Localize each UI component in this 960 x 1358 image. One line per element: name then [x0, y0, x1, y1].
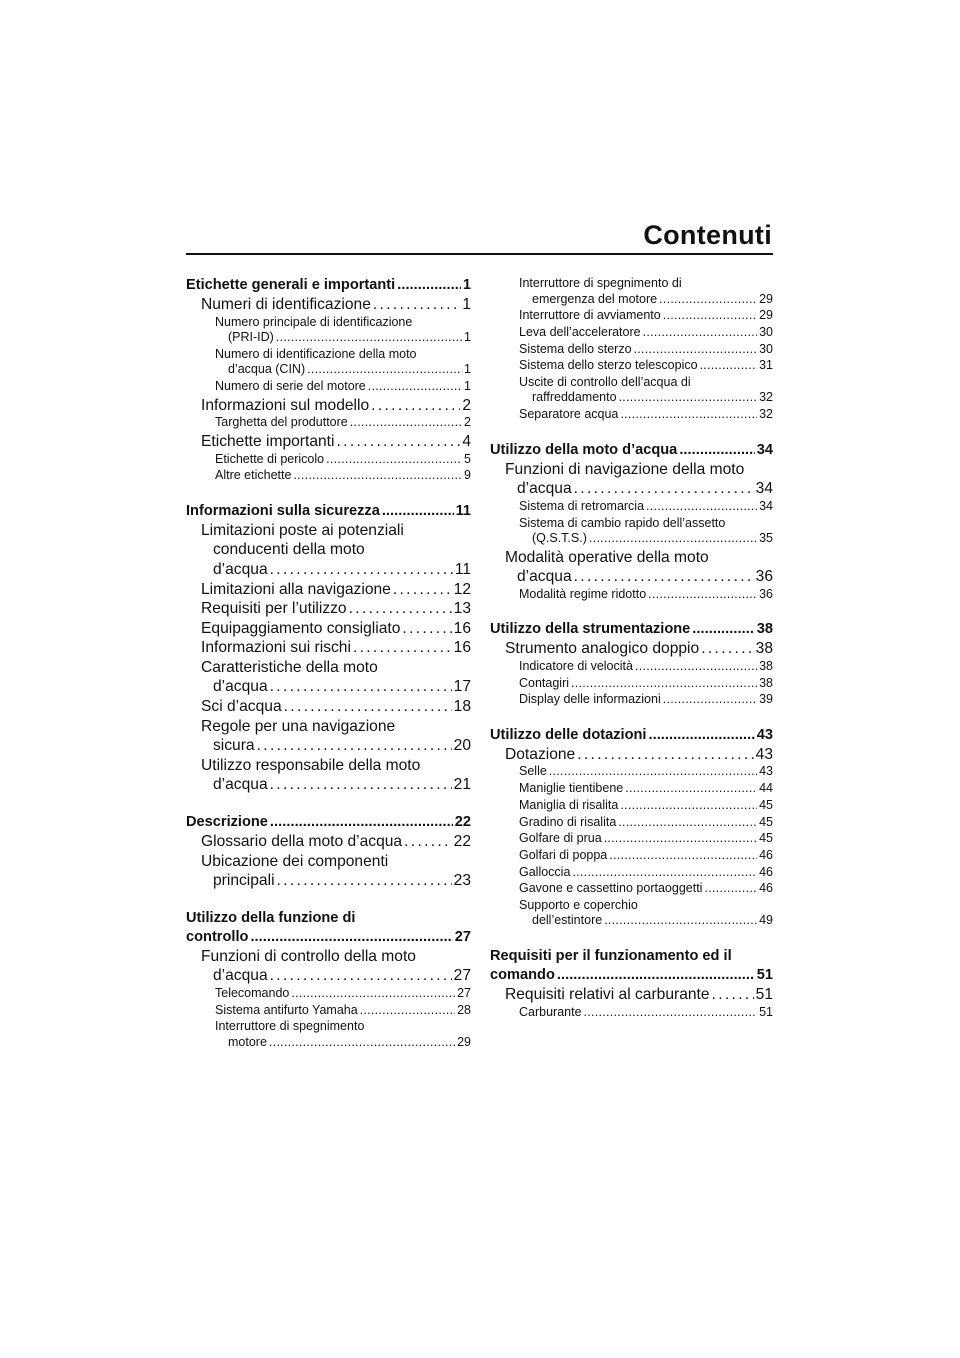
toc-entry-label: motore — [228, 1034, 267, 1049]
toc-right-column — [490, 276, 773, 1021]
toc-page-number: 21 — [453, 776, 471, 794]
toc-page-number: 39 — [759, 692, 773, 707]
toc-page-number: 31 — [759, 358, 773, 373]
toc-entry[interactable] — [490, 865, 773, 881]
toc-entry-label: Informazioni sulla sicurezza — [186, 502, 380, 519]
toc-entry[interactable] — [186, 315, 471, 346]
dot-leader — [549, 764, 757, 780]
dot-leader — [646, 499, 757, 515]
toc-entry-label: Separatore acqua — [519, 407, 619, 422]
toc-entry-label: d’acqua — [213, 560, 268, 578]
toc-entry-label: principali — [213, 872, 275, 890]
toc-entry[interactable] — [490, 1005, 773, 1021]
toc-page-number: 22 — [454, 814, 471, 831]
page-title: Contenuti — [643, 220, 772, 250]
dot-leader — [270, 560, 453, 580]
toc-page-number: 13 — [453, 600, 471, 618]
dot-leader — [269, 1035, 455, 1051]
toc-page-number: 46 — [759, 881, 773, 896]
dot-leader — [619, 390, 758, 406]
toc-entry-label: Limitazioni poste ai potenziali — [201, 521, 404, 539]
toc-page-number: 27 — [454, 928, 471, 945]
dot-leader — [557, 966, 755, 985]
toc-page-number: 18 — [453, 698, 471, 716]
toc-page-number: 34 — [755, 480, 773, 498]
toc-entry[interactable] — [186, 502, 471, 521]
dot-leader — [402, 619, 451, 639]
toc-page-number: 9 — [464, 468, 471, 483]
toc-entry-label: Sistema dello sterzo — [519, 341, 632, 356]
toc-entry[interactable] — [186, 947, 471, 986]
dot-leader — [270, 966, 452, 986]
dot-leader — [571, 676, 757, 692]
toc-entry[interactable] — [186, 468, 471, 484]
toc-entry-label: Leva dell’acceleratore — [519, 324, 641, 339]
toc-page-number: 1 — [464, 378, 471, 393]
toc-page-number: 29 — [759, 308, 773, 323]
toc-entry[interactable] — [490, 375, 773, 406]
toc-entry-label: Etichette di pericolo — [215, 451, 325, 466]
toc-page-number: 49 — [759, 913, 773, 928]
toc-entry-label: Gradino di risalita — [519, 814, 617, 829]
toc-entry-label: (PRI-ID) — [228, 330, 274, 345]
dot-leader — [712, 985, 754, 1005]
toc-entry-label: Sistema di cambio rapido dell’assetto — [519, 515, 726, 530]
toc-entry-label: Carburante — [519, 1004, 582, 1019]
toc-entry[interactable] — [490, 548, 773, 587]
toc-entry[interactable] — [490, 764, 773, 780]
toc-entry-label: d’acqua — [213, 678, 268, 696]
toc-page-number: 4 — [462, 432, 471, 450]
toc-entry-label: Strumento analogico doppio — [505, 640, 700, 658]
dot-leader — [704, 881, 757, 897]
toc-entry-label: Sistema dello sterzo telescopico — [519, 358, 698, 373]
toc-entry[interactable] — [186, 813, 471, 832]
dot-leader — [276, 330, 462, 346]
toc-entry-label: Limitazioni alla navigazione — [201, 580, 391, 598]
toc-entry-label: Display delle informazioni — [519, 692, 661, 707]
toc-entry[interactable] — [186, 295, 471, 315]
toc-entry-label: d’acqua — [213, 967, 268, 985]
toc-page-number: 11 — [454, 560, 471, 578]
toc-entry[interactable] — [490, 358, 773, 374]
dot-leader — [648, 587, 757, 603]
dot-leader — [371, 396, 460, 416]
toc-entry[interactable] — [490, 620, 773, 639]
toc-entry[interactable] — [186, 1003, 471, 1019]
toc-entry[interactable] — [186, 580, 471, 600]
toc-entry[interactable] — [490, 639, 773, 659]
toc-entry-label: Utilizzo della strumentazione — [490, 621, 691, 638]
toc-entry[interactable] — [490, 947, 773, 985]
toc-entry[interactable] — [490, 499, 773, 515]
dot-leader — [589, 531, 757, 547]
toc-entry-label: conducenti della moto — [213, 541, 365, 559]
toc-page-number: 1 — [464, 362, 471, 377]
dot-leader — [293, 468, 462, 484]
toc-entry-label: Utilizzo delle dotazioni — [490, 726, 647, 743]
toc-page-number: 5 — [464, 451, 471, 466]
dot-leader — [572, 865, 757, 881]
toc-entry[interactable] — [490, 460, 773, 499]
toc-entry-label: emergenza del motore — [532, 291, 658, 306]
toc-entry[interactable] — [490, 815, 773, 831]
dot-leader — [701, 639, 753, 659]
toc-entry[interactable] — [186, 638, 471, 658]
toc-entry-label: Sci d’acqua — [201, 698, 282, 716]
toc-page-number: 32 — [759, 390, 773, 405]
dot-leader — [663, 308, 757, 324]
toc-page-number: 2 — [464, 415, 471, 430]
dot-leader — [277, 871, 452, 891]
toc-entry[interactable] — [186, 599, 471, 619]
title-divider — [186, 253, 773, 255]
toc-page-number: 20 — [453, 737, 471, 755]
dot-leader — [270, 813, 453, 832]
toc-entry-label: Targhetta del produttore — [215, 415, 348, 430]
toc-entry[interactable] — [186, 658, 471, 697]
toc-entry[interactable] — [186, 452, 471, 468]
dot-leader — [625, 781, 757, 797]
dot-leader — [659, 292, 757, 308]
toc-entry[interactable] — [186, 909, 471, 947]
toc-page-number: 28 — [457, 1002, 471, 1017]
toc-page-number: 1 — [462, 296, 471, 313]
toc-page-number: 11 — [455, 502, 471, 519]
toc-page-number: 30 — [759, 324, 773, 339]
toc-page-number: 1 — [462, 277, 471, 293]
toc-entry[interactable] — [490, 325, 773, 341]
toc-entry[interactable] — [490, 848, 773, 864]
toc-page-number: 45 — [759, 831, 773, 846]
toc-entry-label: Equipaggiamento consigliato — [201, 619, 401, 637]
toc-entry[interactable] — [490, 659, 773, 675]
toc-page-number: 43 — [755, 745, 773, 763]
toc-page-number: 16 — [453, 619, 471, 637]
toc-entry-label: Interruttore di avviamento — [519, 308, 661, 323]
toc-entry[interactable] — [490, 881, 773, 897]
dot-leader — [350, 415, 462, 431]
toc-entry[interactable] — [186, 415, 471, 431]
toc-page-number: 38 — [756, 621, 773, 638]
dot-leader — [353, 638, 452, 658]
toc-entry-label: Requisiti per l’utilizzo — [201, 600, 347, 618]
toc-entry[interactable] — [490, 798, 773, 814]
toc-entry-label: Informazioni sui rischi — [201, 639, 351, 657]
toc-entry-label: Golfari di poppa — [519, 847, 608, 862]
dot-leader — [604, 831, 757, 847]
dot-leader — [620, 798, 757, 814]
toc-entry-label: Ubicazione dei componenti — [201, 852, 389, 870]
toc-page-number: 45 — [759, 797, 773, 812]
toc-entry-label: Selle — [519, 764, 547, 779]
toc-entry-label: Requisiti per il funzionamento ed il — [490, 947, 732, 964]
toc-entry-label: d’acqua — [213, 776, 268, 794]
toc-entry-label: Modalità regime ridotto — [519, 586, 647, 601]
toc-entry-label: Supporto e coperchio — [519, 897, 638, 912]
toc-entry-label: Numero principale di identificazione — [215, 314, 413, 329]
dot-leader — [393, 580, 452, 600]
toc-entry[interactable] — [186, 347, 471, 378]
toc-entry-label: Utilizzo responsabile della moto — [201, 756, 421, 774]
toc-page-number: 51 — [756, 966, 773, 983]
dot-leader — [618, 815, 757, 831]
toc-entry-label: Modalità operative della moto — [505, 548, 709, 566]
toc-entry[interactable] — [490, 726, 773, 745]
dot-leader — [648, 726, 754, 745]
dot-leader — [404, 832, 452, 852]
toc-page-number: 27 — [453, 967, 471, 985]
toc-entry-label: raffreddamento — [532, 390, 617, 405]
toc-entry-label: dell’estintore — [532, 913, 603, 928]
toc-entry[interactable] — [490, 342, 773, 358]
dot-leader — [368, 379, 462, 395]
dot-leader — [604, 913, 757, 929]
toc-entry[interactable] — [186, 697, 471, 717]
toc-entry[interactable] — [490, 516, 773, 547]
toc-entry-label: Funzioni di navigazione della moto — [505, 460, 745, 478]
toc-page-number: 38 — [759, 658, 773, 673]
toc-entry-label: Altre etichette — [215, 468, 292, 483]
toc-left-column — [186, 276, 471, 1052]
toc-page-number: 1 — [464, 330, 471, 345]
toc-page-number: 34 — [756, 441, 773, 458]
toc-entry-label: Descrizione — [186, 814, 268, 831]
toc-entry-label: Galloccia — [519, 864, 571, 879]
toc-entry-label: Sistema antifurto Yamaha — [215, 1002, 358, 1017]
toc-entry[interactable] — [490, 831, 773, 847]
toc-entry[interactable] — [186, 986, 471, 1002]
toc-entry[interactable] — [490, 692, 773, 708]
dot-leader — [250, 928, 452, 947]
toc-entry-label: Etichette importanti — [201, 432, 335, 450]
toc-entry-label: Indicatore di velocità — [519, 658, 633, 673]
toc-page-number: 22 — [453, 833, 471, 851]
toc-page-number: 34 — [759, 498, 773, 513]
toc-entry-label: Informazioni sul modello — [201, 396, 370, 414]
dot-leader — [257, 736, 452, 756]
toc-entry[interactable] — [186, 852, 471, 891]
toc-entry[interactable] — [186, 521, 471, 580]
toc-page-number: 46 — [759, 864, 773, 879]
toc-entry[interactable] — [186, 276, 471, 295]
dot-leader — [635, 659, 757, 675]
toc-page-number: 36 — [755, 568, 773, 586]
toc-entry-label: Dotazione — [505, 745, 576, 763]
toc-entry-label: Uscite di controllo dell’acqua di — [519, 374, 691, 389]
toc-entry-label: Maniglia di risalita — [519, 797, 619, 812]
toc-entry[interactable] — [186, 1019, 471, 1050]
toc-entry[interactable] — [490, 587, 773, 603]
toc-entry-label: Numero di serie del motore — [215, 378, 366, 393]
toc-entry[interactable] — [186, 832, 471, 852]
toc-entry-label: Funzioni di controllo della moto — [201, 947, 416, 965]
dot-leader — [397, 276, 461, 295]
toc-entry[interactable] — [186, 396, 471, 416]
toc-entry-label: Utilizzo della moto d’acqua — [490, 441, 678, 458]
toc-page-number: 43 — [756, 726, 773, 743]
dot-leader — [700, 358, 758, 374]
toc-entry-label: d’acqua — [517, 480, 572, 498]
dot-leader — [609, 848, 757, 864]
toc-entry[interactable] — [186, 619, 471, 639]
toc-page-number: 46 — [759, 847, 773, 862]
dot-leader — [382, 502, 454, 521]
toc-entry-label: sicura — [213, 737, 255, 755]
toc-page-number: 38 — [759, 675, 773, 690]
toc-entry-label: Sistema di retromarcia — [519, 498, 645, 513]
dot-leader — [349, 599, 452, 619]
dot-leader — [360, 1003, 455, 1019]
toc-entry-label: Numero di identificazione della moto — [215, 346, 417, 361]
toc-page-number: 29 — [457, 1034, 471, 1049]
toc-entry[interactable] — [490, 781, 773, 797]
toc-page-number: 45 — [759, 814, 773, 829]
toc-entry-label: Numeri di identificazione — [201, 296, 371, 313]
toc-entry-label: Etichette generali e importanti — [186, 277, 396, 293]
dot-leader — [577, 745, 753, 765]
dot-leader — [373, 295, 460, 315]
toc-entry-label: Maniglie tientibene — [519, 781, 624, 796]
toc-entry[interactable] — [490, 676, 773, 692]
toc-page-number: 38 — [755, 640, 773, 658]
toc-page-number: 43 — [759, 764, 773, 779]
dot-leader — [307, 362, 462, 378]
toc-page-number: 51 — [755, 985, 773, 1003]
dot-leader — [574, 567, 754, 587]
toc-page-number: 30 — [759, 341, 773, 356]
toc-entry-label: Telecomando — [215, 986, 290, 1000]
toc-entry[interactable] — [490, 745, 773, 765]
toc-entry-label: Glossario della moto d’acqua — [201, 833, 403, 851]
dot-leader — [692, 620, 754, 639]
toc-entry-label: Interruttore di spegnimento — [215, 1019, 365, 1034]
toc-entry-label: Golfare di prua — [519, 831, 602, 846]
toc-entry[interactable] — [490, 441, 773, 460]
toc-entry-label: comando — [490, 966, 555, 983]
dot-leader — [634, 342, 758, 358]
toc-page-number: 44 — [759, 781, 773, 796]
toc-page-number: 23 — [453, 872, 471, 890]
toc-entry[interactable] — [186, 379, 471, 395]
toc-entry[interactable] — [490, 985, 773, 1005]
toc-page-number: 36 — [759, 586, 773, 601]
dot-leader — [336, 432, 460, 452]
dot-leader — [643, 325, 757, 341]
dot-leader — [291, 986, 455, 1002]
toc-page-number: 17 — [453, 678, 471, 696]
toc-entry[interactable] — [490, 308, 773, 324]
dot-leader — [620, 407, 757, 423]
toc-entry-label: (Q.S.T.S.) — [532, 531, 587, 545]
toc-entry[interactable] — [490, 898, 773, 929]
dot-leader — [284, 697, 452, 717]
toc-entry-label: Regole per una navigazione — [201, 717, 396, 735]
toc-entry[interactable] — [490, 276, 773, 307]
dot-leader — [270, 775, 452, 795]
dot-leader — [663, 692, 757, 708]
dot-leader — [270, 677, 452, 697]
toc-entry[interactable] — [186, 432, 471, 452]
toc-page-number: 27 — [457, 986, 471, 1000]
toc-page-number: 29 — [759, 291, 773, 306]
toc-entry-label: Gavone e cassettino portaoggetti — [519, 881, 703, 896]
dot-leader — [574, 479, 754, 499]
dot-leader — [679, 441, 754, 460]
toc-entry-label: Contagiri — [519, 675, 570, 690]
toc-entry[interactable] — [186, 756, 471, 795]
toc-entry-label: d’acqua — [517, 568, 572, 586]
toc-page-number: 2 — [462, 396, 471, 414]
toc-page-number: 16 — [453, 639, 471, 657]
toc-page-number: 32 — [759, 407, 773, 422]
toc-page-number: 35 — [759, 531, 773, 545]
toc-entry-label: Interruttore di spegnimento di — [519, 276, 682, 290]
toc-page-number: 12 — [453, 580, 471, 598]
toc-entry-label: d’acqua (CIN) — [228, 362, 306, 377]
toc-entry-label: Caratteristiche della moto — [201, 658, 378, 676]
toc-entry-label: controllo — [186, 928, 249, 945]
toc-entry[interactable] — [490, 407, 773, 423]
toc-entry-label: Requisiti relativi al carburante — [505, 985, 710, 1003]
toc-page-number: 51 — [759, 1004, 773, 1019]
dot-leader — [326, 452, 462, 468]
toc-entry-label: Utilizzo della funzione di — [186, 909, 356, 926]
dot-leader — [584, 1005, 758, 1021]
toc-entry[interactable] — [186, 717, 471, 756]
